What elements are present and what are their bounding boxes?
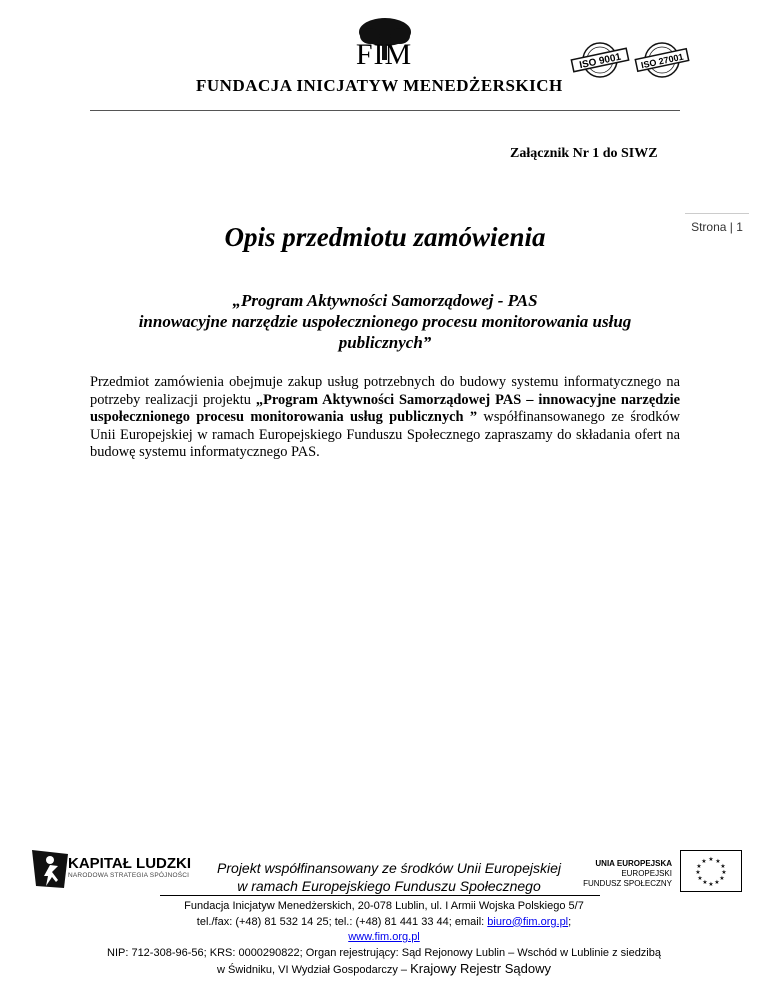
court-text: w Świdniku, VI Wydział Gospodarczy – [217,964,411,976]
body-text-part-1: Przedmiot zamówienia obejmuje zakup usług potrzebnych do budowy systemu informatycznego na potrzeby realizacji projektu [90,374,680,408]
svg-text:★: ★ [715,858,721,865]
cofinancing-note [204,859,574,895]
page-number: Strona | 1 [685,213,749,234]
phone-line [0,915,768,931]
svg-text:★: ★ [721,869,727,876]
body-text-project-name: „Program Aktywności Samorządowej PAS – innowacyjne narzędzie uspołecznionego procesu monitorowania usług publicznych ” [90,391,680,425]
project-title-line-2: innowacyjne narzędzie uspołecznionego procesu monitorowania usług [138,312,632,331]
footer-divider [160,895,600,896]
eu-flag-icon [680,850,742,892]
website-link[interactable]: www.fim.org.pl [348,931,420,943]
document-title: Opis przedmiotu zamówienia [224,222,546,252]
phone-line-end: ; [568,915,572,928]
organization-name: FUNDACJA INICJATYW MENEDŻERSKICH [196,76,563,95]
kapital-ludzki-logo-icon [30,846,70,890]
kapital-ludzki-title: KAPITAŁ LUDZKI [68,855,192,872]
eu-line-2: FUNDUSZ SPOŁECZNY [583,879,672,888]
svg-text:★: ★ [696,863,702,870]
project-title [100,290,670,353]
nip-line: NIP: 712-308-96-56; KRS: 0000290822; Organ rejestrujący: Sąd Rejonowy Lublin – Wschód w Lublinie z siedzibą [107,946,661,959]
phone-text: tel./fax: (+48) 81 532 14 25; tel.: (+48) 81 441 33 44; email: [196,915,488,928]
kapital-ludzki-subtitle: NARODOWA STRATEGIA SPÓJNOŚCI [68,872,190,879]
fim-logo-text: FIM [355,38,413,71]
address-line: Fundacja Inicjatyw Menedżerskich, 20-078 Lublin, ul. I Armii Wojska Polskiego 5/7 [184,900,584,912]
project-title-line-1: „Program Aktywności Samorządowej - PAS [232,291,538,310]
cofinancing-line-1: Projekt współfinansowany ze środków Unii Europejskiej [217,860,561,876]
contact-info [0,899,768,979]
court-line [0,961,768,979]
svg-text:★: ★ [720,863,726,870]
cofinancing-line-2: w ramach Europejskiego Funduszu Społecznego [237,878,541,894]
svg-text:★: ★ [714,879,720,886]
annex-label: Załącznik Nr 1 do SIWZ [510,146,658,161]
eu-label [580,859,672,889]
iso-27001-certificate-badge [632,40,692,80]
iso-27001-label: ISO 27001 [640,51,685,71]
iso-9001-label: ISO 9001 [578,51,623,72]
svg-text:★: ★ [697,875,703,882]
body-text-part-2: współfinansowanego ze środków Unii Europejskiej w ramach Europejskiego Funduszu Społecznego zapraszamy do składania ofert na budowę systemu informatycznego PAS. [90,409,680,460]
court-register: Krajowy Rejestr Sądowy [410,961,551,976]
eu-title: UNIA EUROPEJSKA [595,859,672,868]
iso-9001-certificate-badge [570,40,630,80]
svg-text:★: ★ [701,858,707,865]
eu-line-1: EUROPEJSKI [621,869,672,878]
project-title-line-3: publicznych” [338,333,432,352]
svg-text:★: ★ [719,875,725,882]
header-divider [90,110,680,111]
svg-text:★: ★ [708,881,714,888]
email-link[interactable]: biuro@fim.org.pl [487,915,569,928]
svg-text:★: ★ [702,879,708,886]
body-paragraph [90,374,680,462]
svg-text:★: ★ [695,869,701,876]
svg-text:★: ★ [708,856,714,863]
